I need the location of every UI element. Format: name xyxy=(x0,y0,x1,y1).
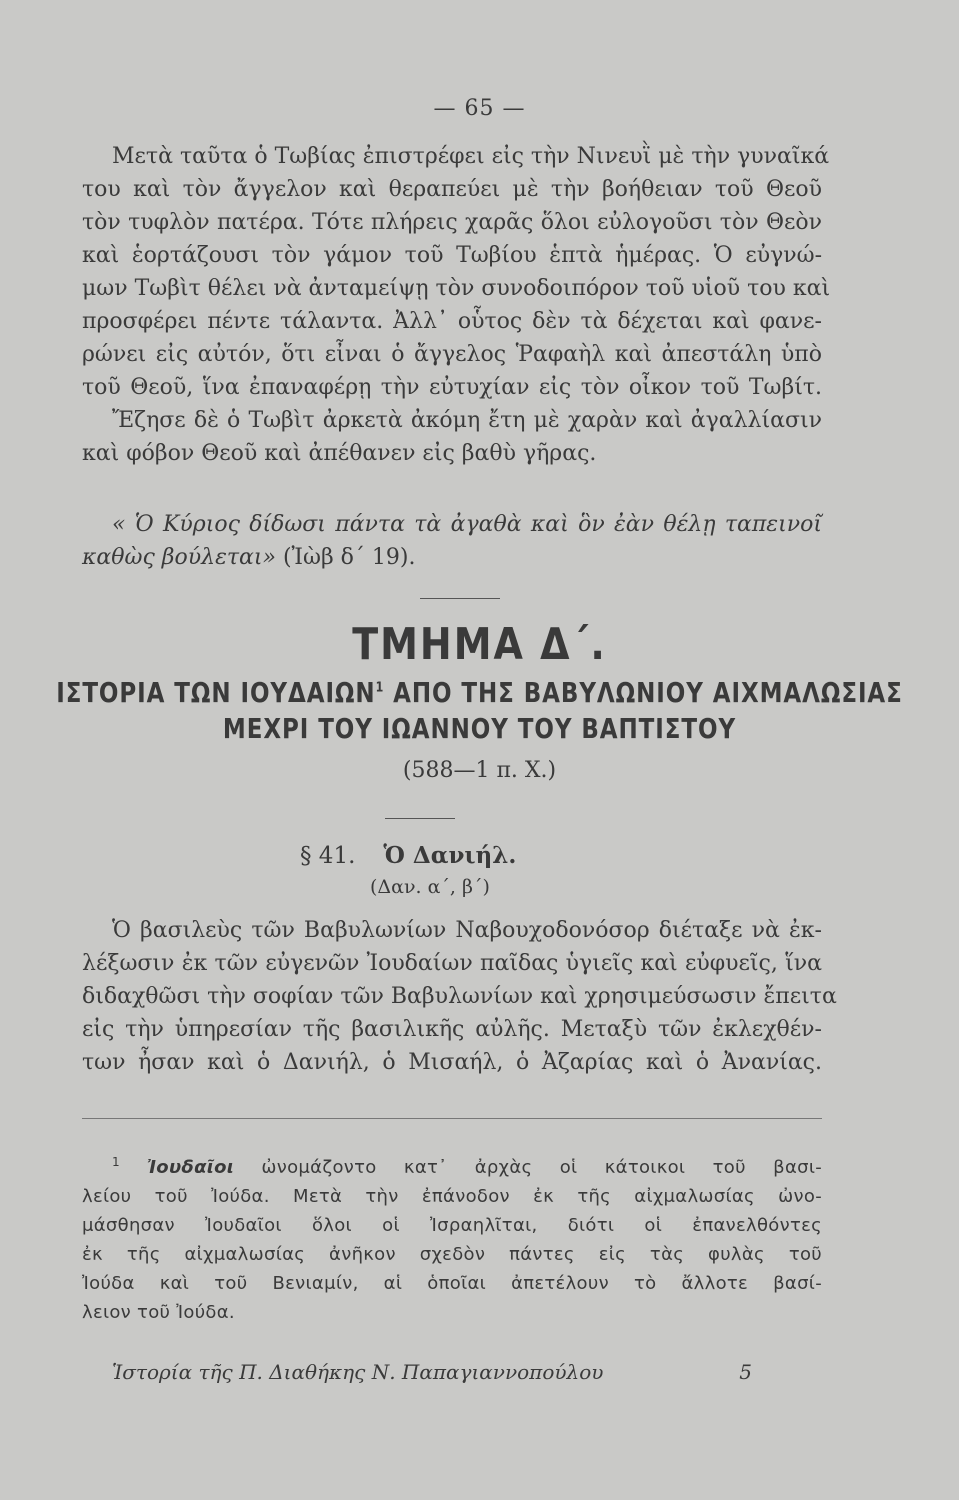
text-line: του καὶ τὸν ἄγγελον καὶ θεραπεύει μὲ τὴν βοήθειαν τοῦ Θεοῦ xyxy=(82,177,822,202)
subtitle-text: ΙΣΤΟΡΙΑ ΤΩΝ ΙΟΥΔΑΙΩΝ xyxy=(56,676,376,709)
divider xyxy=(420,598,500,599)
text-line: των ἦσαν καὶ ὁ Δανιήλ, ὁ Μισαήλ, ὁ Ἀζαρίας καὶ ὁ Ἀνανίας. xyxy=(82,1050,822,1075)
section-subtitle-line-1 xyxy=(38,677,920,709)
section-title: ΤΜΗΜΑ Δ΄. xyxy=(352,618,607,670)
divider xyxy=(385,818,455,819)
page-number: — 65 — xyxy=(433,96,526,121)
footnote-marker: 1 xyxy=(112,1155,120,1169)
section-subtitle-line-2: ΜΕΧΡΙ ΤΟΥ ΙΩΑΝΝΟΥ ΤΟΥ ΒΑΠΤΙΣΤΟΥ xyxy=(222,712,737,745)
footnote-line: λείου τοῦ Ἰούδα. Μετὰ τὴν ἐπάνοδον ἐκ τῆς αἰχμαλωσίας ὠνο- xyxy=(82,1186,822,1207)
footnote-line xyxy=(82,1148,822,1182)
section-dates: (588—1 π. Χ.) xyxy=(402,758,557,783)
text-line: προσφέρει πέντε τάλαντα. Ἀλλ᾽ οὗτος δὲν τὰ δέχεται καὶ φανε- xyxy=(82,309,822,334)
paragraph-1 xyxy=(82,140,831,470)
quote-line: « Ὁ Κύριος δίδωσι πάντα τὰ ἀγαθὰ καὶ ὃν ἐὰν θέλῃ ταπεινοῖ xyxy=(112,512,822,537)
paragraph-heading xyxy=(300,842,516,869)
text-line: μων Τωβὶτ θέλει νὰ ἀνταμείψῃ τὸν συνοδοιπόρον τοῦ υἱοῦ του καὶ xyxy=(82,276,831,301)
page-footer xyxy=(112,1360,752,1384)
quote-text: καθὼς βούλεται» xyxy=(82,545,276,570)
text-line: διδαχθῶσι τὴν σοφίαν τῶν Βαβυλωνίων καὶ χρησιμεύσωσιν ἔπειτα xyxy=(82,984,837,1009)
text-line: Ἔζησε δὲ ὁ Τωβὶτ ἀρκετὰ ἀκόμη ἔτη μὲ χαρὰν καὶ ἀγαλλίασιν xyxy=(112,408,822,433)
footnote-line: ἐκ τῆς αἰχμαλωσίας ἀνῆκον σχεδὸν πάντες εἰς τὰς φυλὰς τοῦ xyxy=(82,1244,822,1265)
footnote-line: λειον τοῦ Ἰούδα. xyxy=(82,1302,235,1323)
text-line: τοῦ Θεοῦ, ἵνα ἐπαναφέρῃ τὴν εὐτυχίαν εἰς τὸν οἶκον τοῦ Τωβίτ. xyxy=(82,375,822,400)
paragraph-reference: (Δαν. α΄, β΄) xyxy=(370,876,490,898)
footnote-term: Ἰουδαῖοι xyxy=(147,1157,235,1178)
footnote xyxy=(82,1148,822,1327)
footer-title: Ἱστορία τῆς Π. Διαθήκης Ν. Παπαγιαννοπούλου xyxy=(112,1360,604,1384)
text-line: καὶ φόβον Θεοῦ καὶ ἀπέθανεν εἰς βαθὺ γῆρας. xyxy=(82,441,597,466)
text-line: εἰς τὴν ὑπηρεσίαν τῆς βασιλικῆς αὐλῆς. Μεταξὺ τῶν ἐκλεχθέν- xyxy=(82,1017,822,1042)
paragraph-number: § 41. xyxy=(300,843,356,869)
footnote-text: ὠνομάζοντο κατ᾽ ἀρχὰς οἱ κάτοικοι τοῦ βασι- xyxy=(234,1157,823,1178)
quote-block xyxy=(82,508,822,574)
footnote-line: Ἰούδα καὶ τοῦ Βενιαμίν, αἱ ὁποῖαι ἀπετέλουν τὸ ἄλλοτε βασί- xyxy=(82,1273,822,1294)
text-line: Ὁ βασιλεὺς τῶν Βαβυλωνίων Ναβουχοδονόσορ διέταξε νὰ ἐκ- xyxy=(112,918,822,943)
text-line: λέξωσιν ἐκ τῶν εὐγενῶν Ἰουδαίων παῖδας ὑγιεῖς καὶ εὐφυεῖς, ἵνα xyxy=(82,951,822,976)
footnote-line: μάσθησαν Ἰουδαῖοι ὅλοι οἱ Ἰσραηλῖται, διότι οἱ ἐπανελθόντες xyxy=(82,1215,822,1236)
text-line: ρώνει εἰς αὐτόν, ὅτι εἶναι ὁ ἄγγελος Ῥαφαὴλ καὶ ἀπεστάλη ὑπὸ xyxy=(82,342,822,367)
text-line: τὸν τυφλὸν πατέρα. Τότε πλήρεις χαρᾶς ὅλοι εὐλογοῦσι τὸν Θεὸν xyxy=(82,210,822,235)
text-line: καὶ ἑορτάζουσι τὸν γάμον τοῦ Τωβίου ἑπτὰ ἡμέρας. Ὁ εὐγνώ- xyxy=(82,243,822,268)
quote-line-2 xyxy=(82,541,822,574)
footer-signature: 5 xyxy=(739,1360,752,1384)
paragraph-name: Ὁ Δανιήλ. xyxy=(383,842,517,869)
paragraph-2 xyxy=(82,914,837,1079)
text-line: Μετὰ ταῦτα ὁ Τωβίας ἐπιστρέφει εἰς τὴν Νινευῒ μὲ τὴν γυναῖκά xyxy=(112,144,830,169)
quote-reference: (Ἰὼβ δ΄ 19). xyxy=(275,545,416,570)
subtitle-text: ΑΠΟ ΤΗΣ ΒΑΒΥΛΩΝΙΟΥ ΑΙΧΜΑΛΩΣΙΑΣ xyxy=(384,676,903,709)
footnote-marker: 1 xyxy=(375,679,385,695)
footnote-separator xyxy=(82,1118,822,1119)
